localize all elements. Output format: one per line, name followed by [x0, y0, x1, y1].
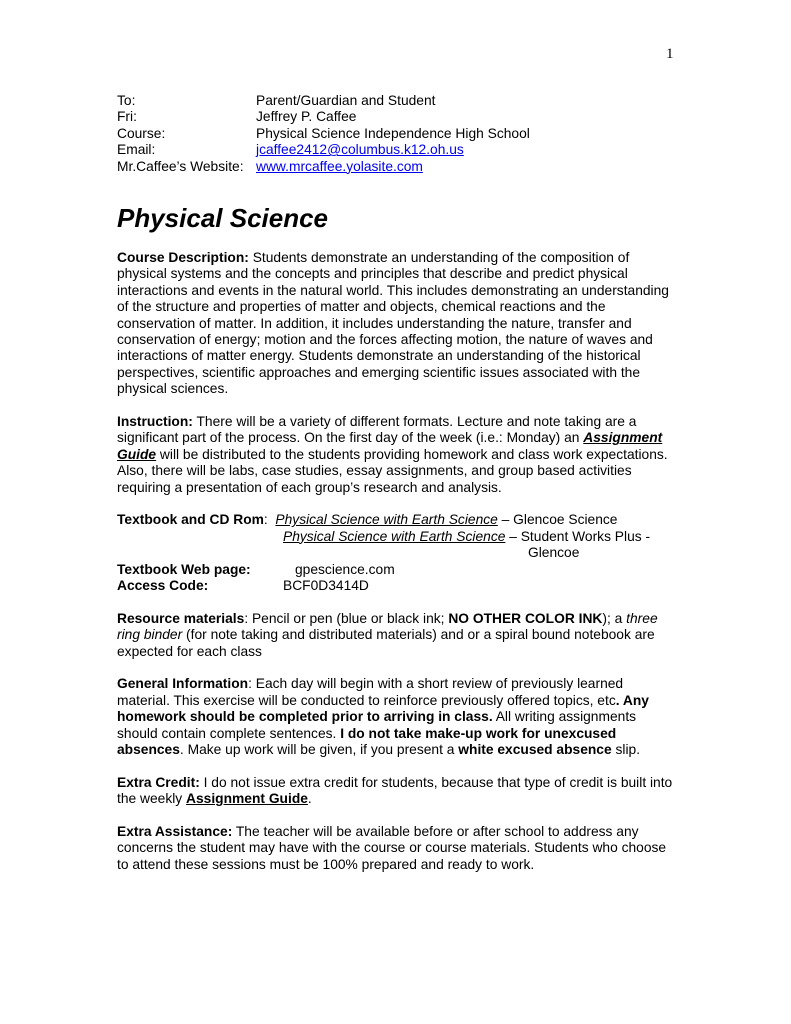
resource-label: Resource materials	[117, 610, 245, 626]
general-label: General Information	[117, 676, 249, 692]
instruction-label: Instruction:	[117, 414, 193, 429]
extra-credit-end: .	[307, 791, 312, 807]
fri-label: Fri:	[117, 109, 137, 125]
web-page-value: gpescience.com	[295, 561, 395, 577]
course-description	[117, 250, 677, 398]
web-page-label: Textbook Web page:	[117, 561, 251, 577]
textbook-row-2	[117, 529, 677, 545]
textbook-2-title: Physical Science with Earth Science	[283, 528, 506, 544]
textbook-1-rest: – Glencoe Science	[497, 512, 618, 528]
resource-binder: three ring binder	[117, 610, 658, 643]
website-link[interactable]: www.mrcaffee.yolasite.com	[256, 158, 423, 174]
textbook-2-rest: – Student Works Plus -	[505, 528, 651, 544]
textbook-1-title: Physical Science with Earth Science	[275, 512, 498, 528]
course-value: Physical Science Independence High School	[256, 125, 530, 141]
extra-credit-guide: Assignment Guide	[186, 791, 308, 807]
email-link[interactable]: jcaffee2412@columbus.k12.oh.us	[256, 142, 464, 158]
general-information	[117, 676, 677, 758]
web-access-section	[117, 562, 677, 595]
course-description-text: Students demonstrate an understanding of the composition of physical systems and the concepts and principles that describe and predict physical interactions and events in the natural world. This includes demonstrating an understanding of the structure and properties of matter and objects, chemical reactions and the conservation of matter. In addition, it includes understanding the nature, transfer and conservation of energy; motion and the forces affecting motion, the nature of waves and interactions of matter energy. Students demonstrate an understanding of the historical perspectives, scientific approaches and emerging scientific issues associated with the physical sciences.	[117, 249, 669, 397]
extra-credit	[117, 775, 677, 808]
general-text-3: . Make up work will be given, if you present a	[179, 742, 459, 758]
general-text-4: slip.	[611, 742, 641, 758]
resource-text-1: : Pencil or pen (blue or black ink;	[244, 610, 449, 626]
general-bold-2: I do not take make-up work for unexcused absences	[117, 725, 617, 758]
textbook-colon: :	[263, 512, 276, 528]
textbook-label: Textbook and CD Rom	[117, 512, 264, 528]
general-text-1: : Each day will begin with a short review of previously learned material. This exercise will be conducted to reinforce previously offered topics, etc	[117, 676, 624, 708]
to-row	[117, 93, 677, 109]
fri-row	[117, 109, 677, 125]
textbook-1	[275, 512, 617, 528]
course-description-label: Course Description:	[117, 249, 249, 265]
course-label: Course:	[117, 125, 166, 141]
page-number: 1	[666, 46, 674, 62]
extra-credit-label: Extra Credit:	[117, 774, 200, 790]
general-bold-1: . Any homework should be completed prior to arriving in class.	[117, 692, 649, 725]
to-value: Parent/Guardian and Student	[256, 93, 436, 108]
document-body	[117, 93, 677, 873]
instruction-text-2: will be distributed to the students providing homework and class work expectations. Also, there will be labs, case studies, essay assignments, and group based activities requiring a presentation of each group’s research and analysis.	[117, 446, 668, 495]
assignment-guide-term: Assignment Guide	[117, 430, 663, 462]
extra-assistance	[117, 824, 677, 873]
extra-assistance-label: Extra Assistance:	[117, 824, 233, 840]
extra-assistance-text: The teacher will be available before or after school to address any concerns the student may have with the course or course materials. Students who choose to attend these sessions must be 100% prepared and ready to work.	[117, 824, 667, 872]
access-code-row	[117, 578, 677, 594]
email-row	[117, 142, 677, 158]
resource-no-color: NO OTHER COLOR INK	[448, 610, 603, 626]
access-code-value: BCF0D3414D	[283, 578, 369, 594]
to-label: To:	[117, 93, 136, 108]
resource-text-2: ); a	[602, 610, 627, 626]
general-text-2: All writing assignments should contain complete sentences.	[117, 709, 637, 741]
course-row	[117, 126, 677, 142]
page-title: Physical Science	[117, 202, 329, 233]
textbook-row-3: Glencoe	[528, 545, 580, 561]
instruction	[117, 414, 677, 496]
email-label: Email:	[117, 142, 156, 158]
instruction-text-1: There will be a variety of different formats. Lecture and note taking are a significant part of the process. On the first day of the week (i.e.: Monday) an	[117, 414, 637, 446]
extra-credit-text: I do not issue extra credit for students, because that type of credit is built into the weekly	[117, 774, 673, 807]
memo-header	[117, 93, 677, 175]
resource-text-3: (for note taking and distributed materials) and or a spiral bound notebook are expected for each class	[117, 627, 655, 659]
textbook-section	[117, 512, 677, 561]
website-row	[117, 159, 677, 175]
resource-materials	[117, 611, 677, 660]
general-bold-3: white excused absence	[458, 742, 612, 758]
fri-value: Jeffrey P. Caffee	[256, 109, 357, 125]
web-page-row	[117, 562, 677, 578]
textbook-row-1	[117, 512, 677, 528]
website-label: Mr.Caffee’s Website:	[117, 158, 244, 174]
access-code-label: Access Code:	[117, 578, 209, 594]
textbook-label-group	[117, 512, 275, 528]
